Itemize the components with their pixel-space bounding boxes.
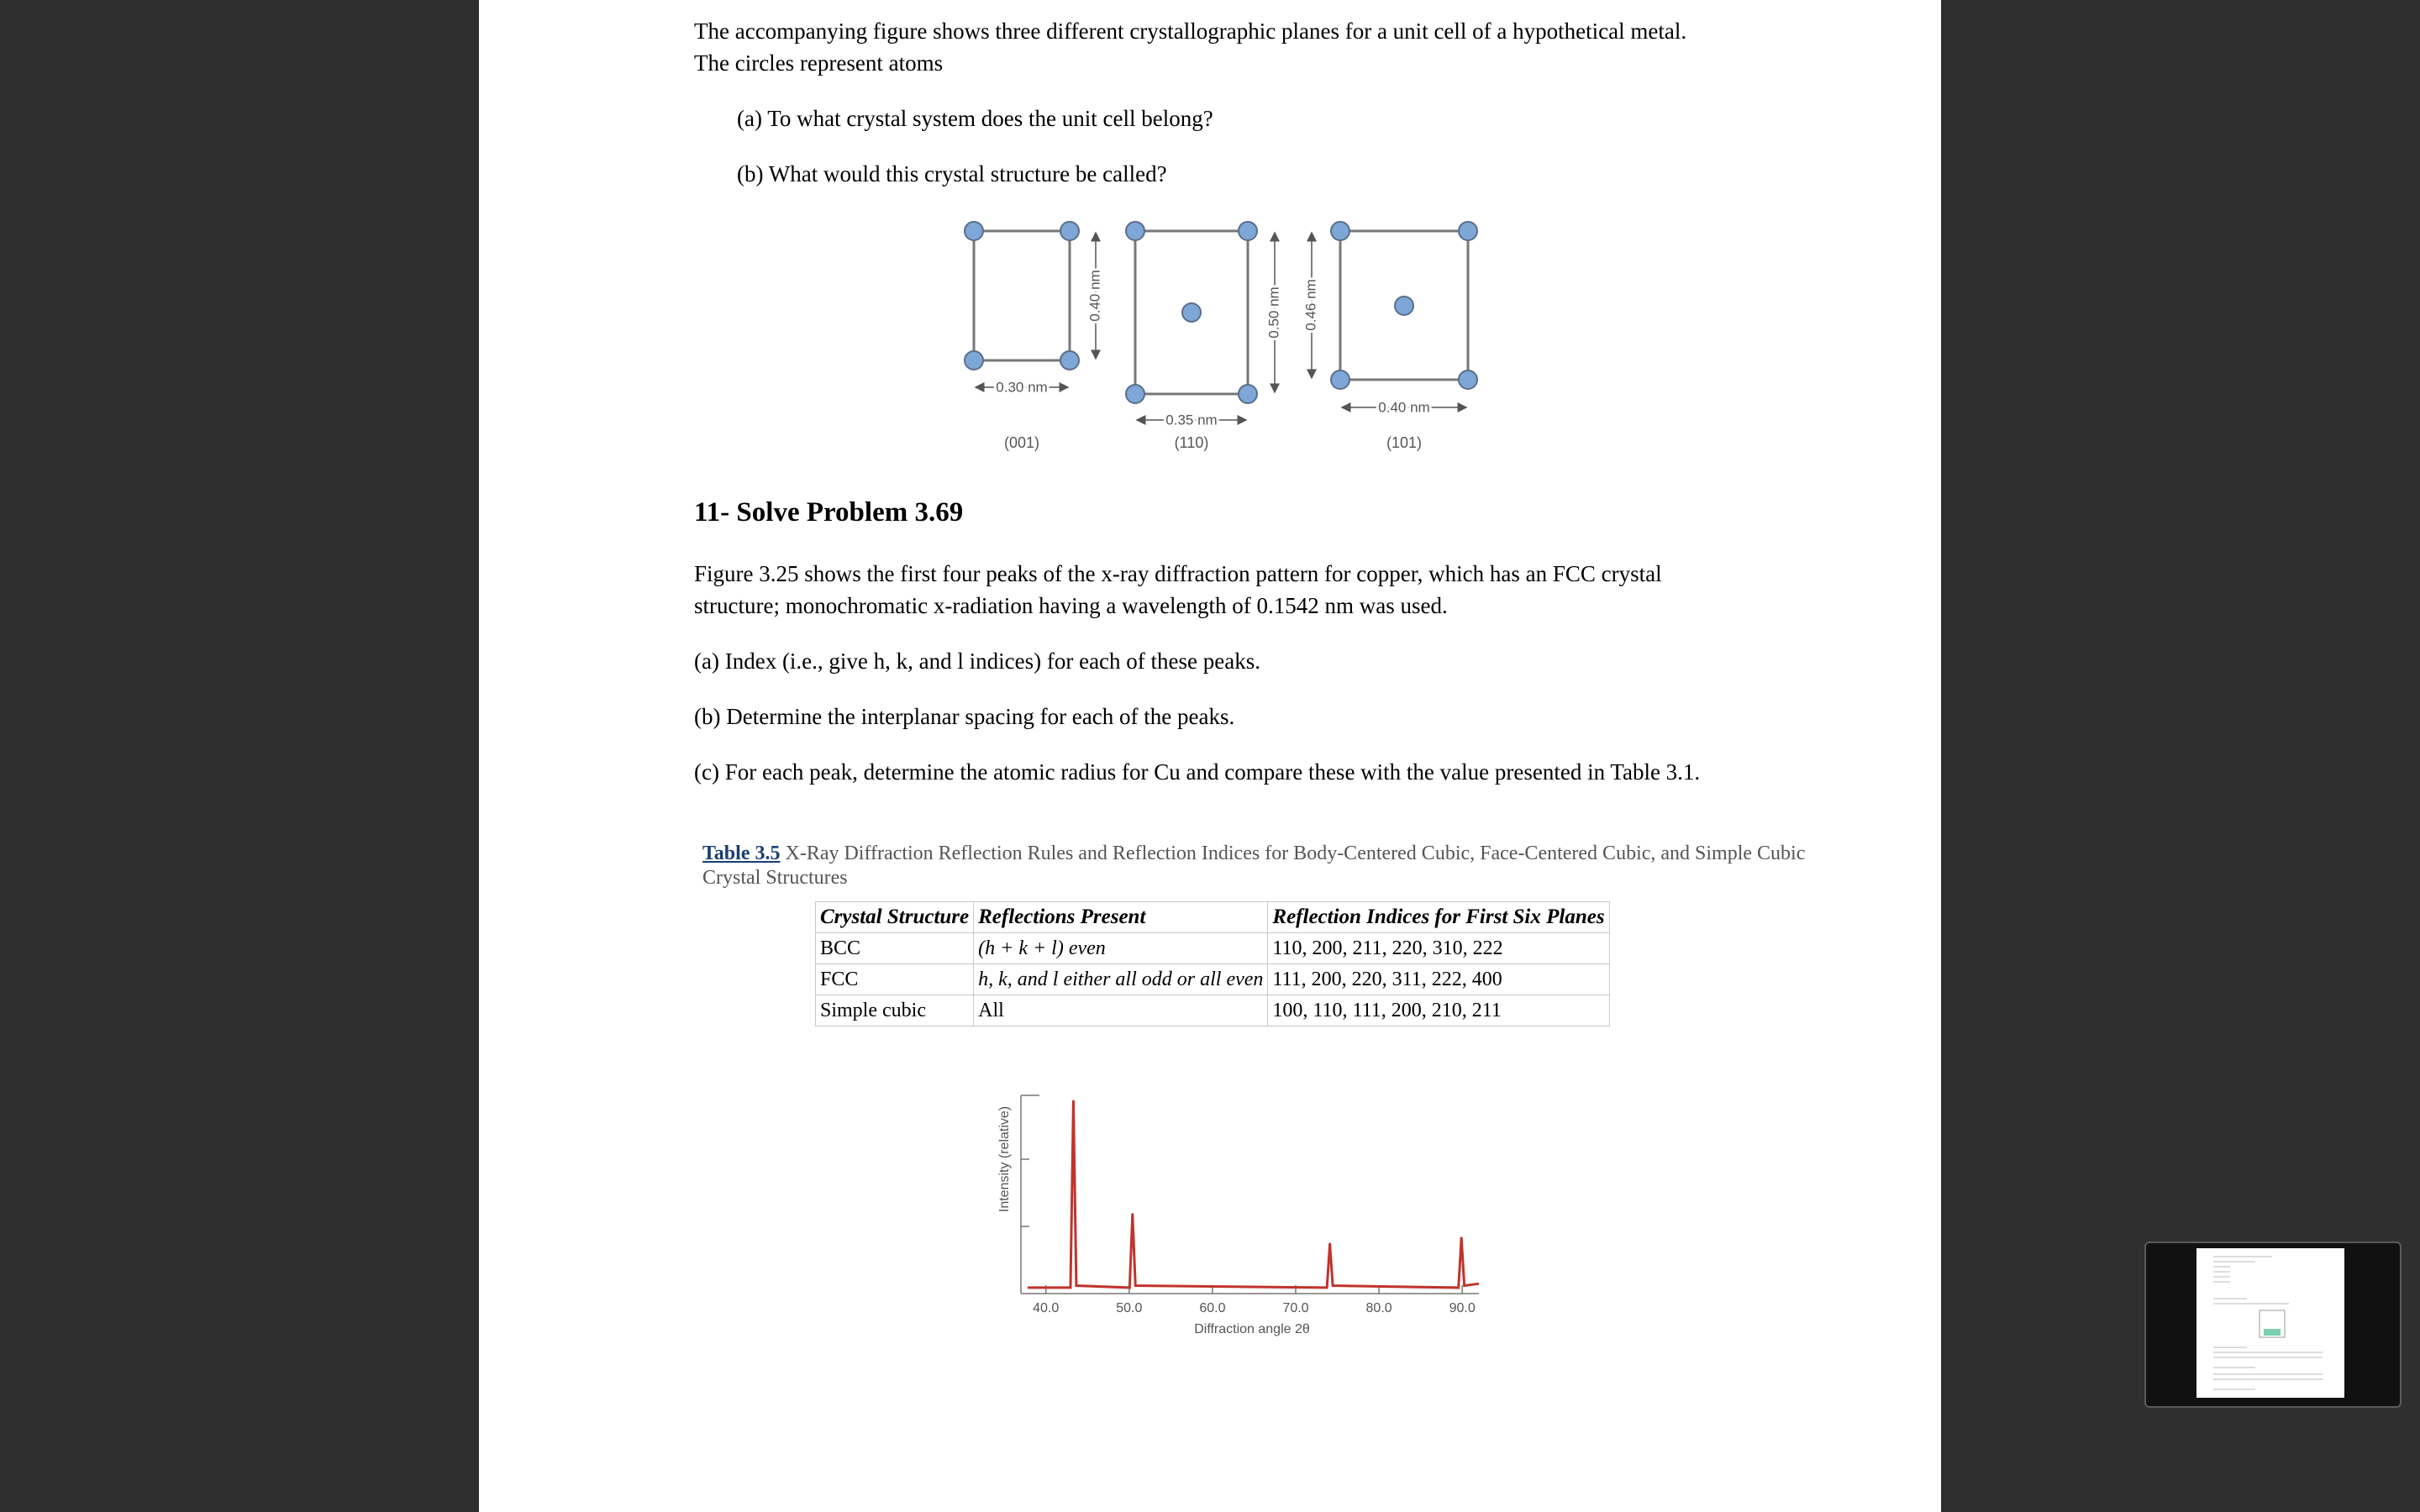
peak-point [1328,1243,1331,1246]
question-11b: (b) Determine the interplanar spacing for each of the peaks. [694,704,1235,729]
page-thumbnail-navigator[interactable] [2144,1242,2402,1408]
problem-11-para-line-1: Figure 3.25 shows the first four peaks of the x-ray diffraction pattern for copper, which has an FCC crystal [694,561,1662,586]
thumbnail-page-preview[interactable] [2196,1248,2344,1398]
x-tick-label: 60.0 [1199,1301,1226,1315]
plane-101-label: (101) [1386,434,1423,451]
plane-001-height-label: 0.40 nm [1086,270,1103,322]
reflection-rules-table [815,901,1610,1026]
x-tick-label: 70.0 [1282,1301,1309,1315]
x-axis-label: Diffraction angle 2θ [1194,1322,1310,1336]
atom [1459,222,1477,240]
atom [1182,303,1201,322]
x-tick-label: 80.0 [1365,1301,1392,1315]
atom [1126,222,1144,240]
xrd-pattern-chart [992,1084,1496,1344]
atom [1060,351,1079,370]
table-cell: (h + k + l) even [974,933,1268,964]
peak-point [1131,1213,1134,1215]
column-header: Reflections Present [974,902,1268,933]
table-header-row [816,902,1610,933]
atom [1060,222,1079,240]
table-row [816,933,1610,964]
table-cell: 100, 110, 111, 200, 210, 211 [1268,995,1609,1026]
plane-110 [1126,222,1281,451]
problem-11-para-line-2: structure; monochromatic x-radiation having a wavelength of 0.1542 nm was used. [694,593,1448,618]
plane-101-width-label: 0.40 nm [1378,399,1430,416]
table-caption-text: X-Ray Diffraction Reflection Rules and Reflection Indices for Body-Centered Cubic, Face-Centered Cubic, and Simple Cubic Crystal Structures [702,843,1806,889]
table-cell: Simple cubic [816,995,974,1026]
question-11c: (c) For each peak, determine the atomic radius for Cu and compare these with the value presented in Table 3.1. [694,759,1701,785]
column-header: Reflection Indices for First Six Planes [1268,902,1609,933]
plane-101 [1302,222,1477,451]
table-cell: BCC [816,933,974,964]
table-cell: 110, 200, 211, 220, 310, 222 [1268,933,1609,964]
plane-001-label: (001) [1003,434,1040,451]
atom [1239,385,1257,403]
x-tick-label: 50.0 [1116,1301,1143,1315]
plane-110-width-label: 0.35 nm [1165,412,1218,428]
plane-101-height-label: 0.46 nm [1302,279,1319,331]
intro-line-2: The circles represent atoms [694,50,944,76]
plane-110-height-label: 0.50 nm [1265,286,1282,339]
atom [1395,297,1413,315]
table-cell: h, k, and l either all odd or all even [974,964,1268,995]
question-11a: (a) Index (i.e., give h, k, and l indices) for each of these peaks. [694,648,1260,674]
table-cell: FCC [816,964,974,995]
diffraction-series-line [1028,1101,1479,1288]
problem-11-heading: 11- Solve Problem 3.69 [694,497,964,528]
table-cell: 111, 200, 220, 311, 222, 400 [1268,964,1609,995]
plane-001-width-label: 0.30 nm [996,379,1048,396]
question-10a: (a) To what crystal system does the unit cell belong? [737,106,1213,131]
plane-001 [965,222,1102,451]
table-3-5-link[interactable]: Table 3.5 [702,843,781,864]
atom [1126,385,1144,403]
y-axis-label: Intensity (relative) [997,1105,1012,1213]
atom [1331,370,1349,389]
atom [1331,222,1349,240]
question-10b: (b) What would this crystal structure be called? [737,161,1167,186]
atom [965,351,983,370]
table-row [816,964,1610,995]
thumbnail-content [2196,1248,2344,1398]
atom [1459,370,1477,389]
crystallographic-planes-figure [950,214,1504,458]
table-row [816,995,1610,1026]
peak-point [1460,1236,1463,1239]
atom [1239,222,1257,240]
column-header: Crystal Structure [816,902,974,933]
x-tick-label: 40.0 [1033,1301,1060,1315]
plane-110-label: (110) [1174,434,1209,451]
table-3-5-caption [702,842,1820,890]
intro-line-1: The accompanying figure shows three different crystallographic planes for a unit cell of a hypothetical metal. [694,18,1687,44]
x-tick-label: 90.0 [1449,1301,1476,1315]
atom [965,222,983,240]
table-cell: All [974,995,1268,1026]
peak-point [1072,1100,1075,1103]
